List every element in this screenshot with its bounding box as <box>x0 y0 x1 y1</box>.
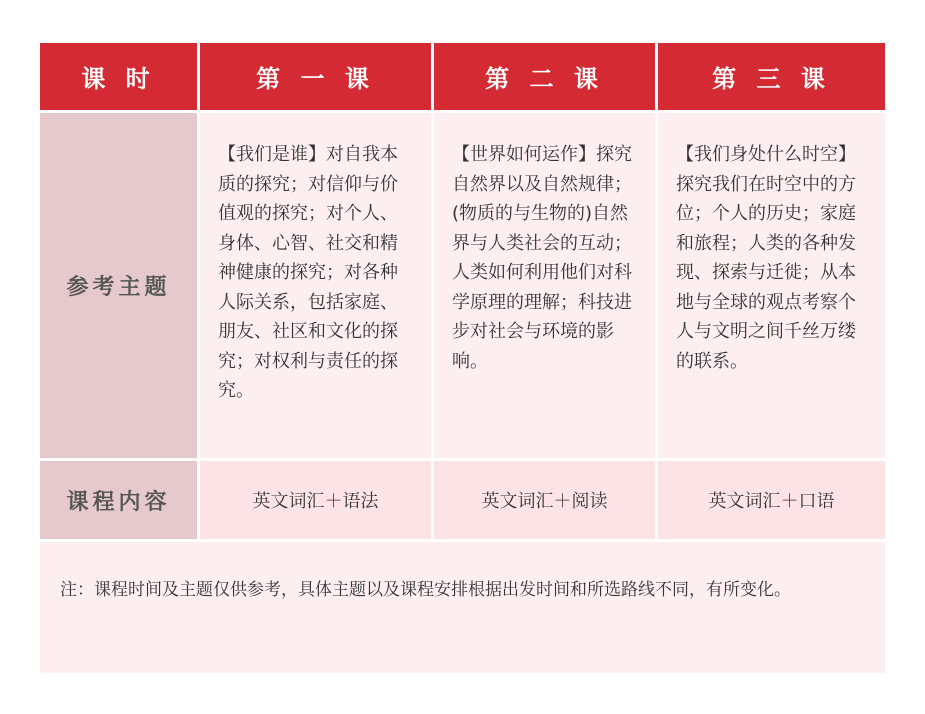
row-label-content: 课程内容 <box>40 461 197 539</box>
content-lesson-2: 英文词汇＋阅读 <box>434 461 655 539</box>
content-lesson-3: 英文词汇＋口语 <box>658 461 885 539</box>
header-period: 课 时 <box>40 43 197 110</box>
header-lesson-3: 第 三 课 <box>658 43 885 110</box>
course-table <box>40 43 885 673</box>
header-lesson-1: 第 一 课 <box>200 43 431 110</box>
header-lesson-2: 第 二 课 <box>434 43 655 110</box>
topic-lesson-2: 【世界如何运作】探究自然界以及自然规律；(物质的与生物的)自然界与人类社会的互动；人类如何利用他们对科学原理的理解；科技进步对社会与环境的影响。 <box>434 113 655 458</box>
topic-lesson-1: 【我们是谁】对自我本质的探究；对信仰与价值观的探究；对个人、身体、心智、社交和精神健康的探究；对各种人际关系，包括家庭、朋友、社区和文化的探究；对权利与责任的探究。 <box>200 113 431 458</box>
row-label-topic: 参考主题 <box>40 113 197 458</box>
content-lesson-1: 英文词汇＋语法 <box>200 461 431 539</box>
footnote: 注：课程时间及主题仅供参考，具体主题以及课程安排根据出发时间和所选路线不同，有所变化。 <box>40 542 885 673</box>
topic-lesson-3: 【我们身处什么时空】探究我们在时空中的方位；个人的历史；家庭和旅程；人类的各种发现、探索与迁徙；从本地与全球的观点考察个人与文明之间千丝万缕的联系。 <box>658 113 885 458</box>
